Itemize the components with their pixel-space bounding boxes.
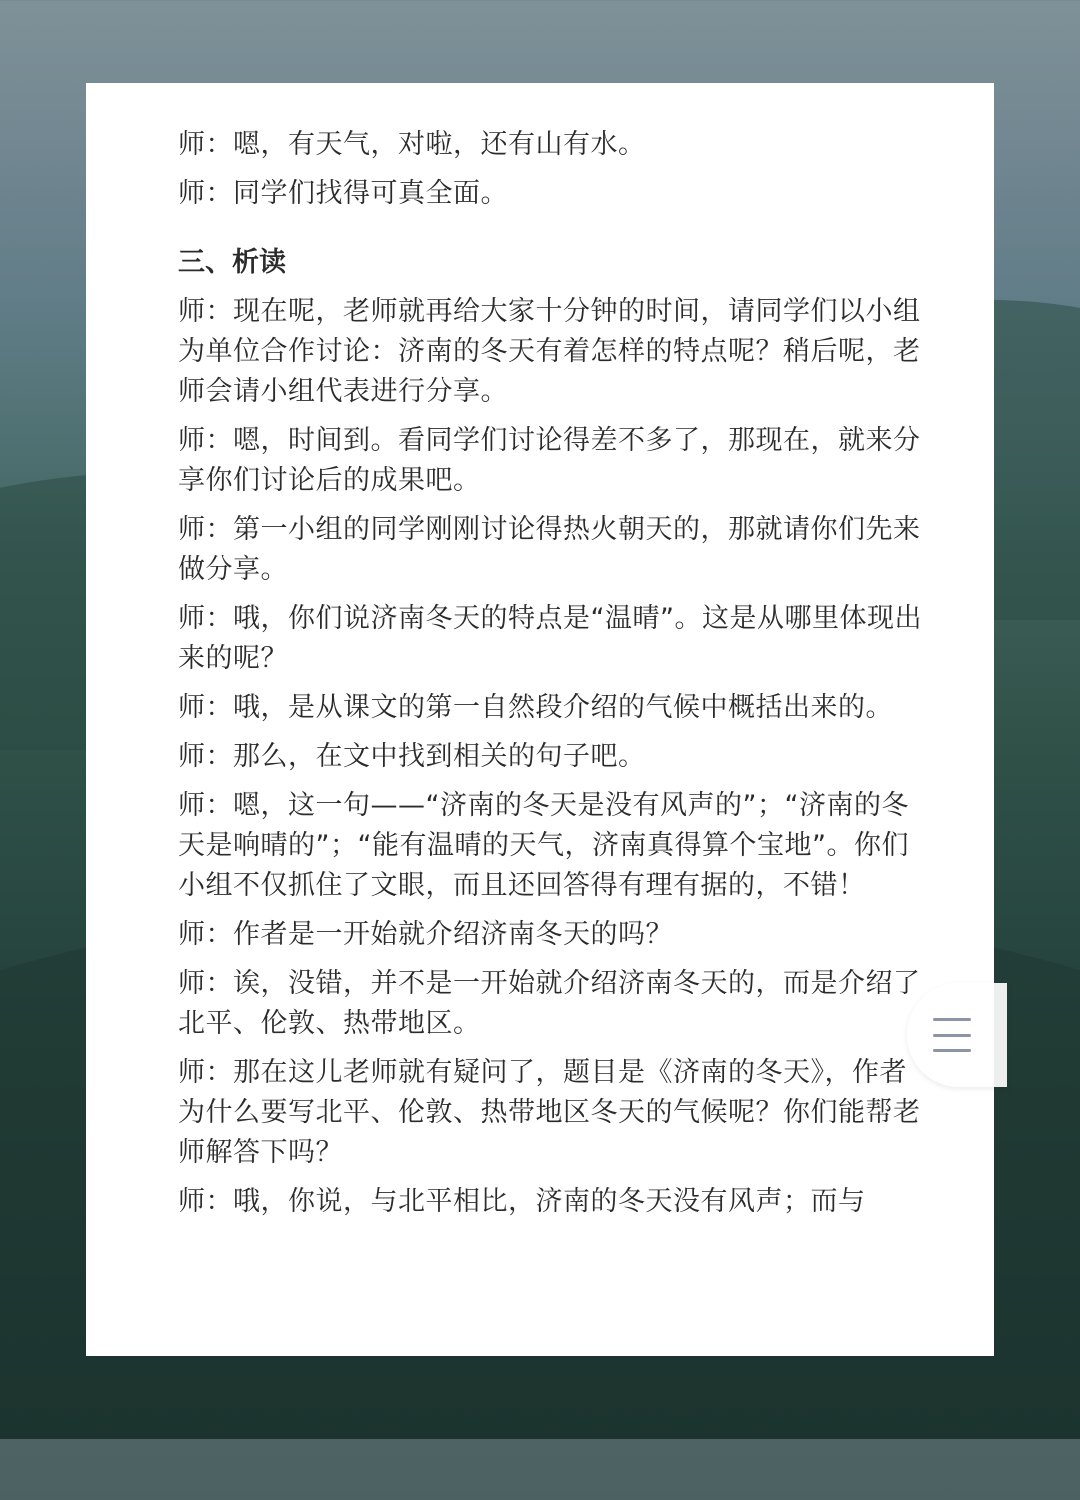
dialogue-paragraph: 师：那么，在文中找到相关的句子吧。 (178, 741, 646, 772)
document-page (86, 83, 994, 1356)
dialogue-paragraph: 师：诶，没错，并不是一开始就介绍济南冬天的，而是介绍了北平、伦敦、热带地区。 (178, 968, 921, 1039)
dialogue-paragraph: 师：哦，你们说济南冬天的特点是“温晴”。这是从哪里体现出来的呢？ (178, 603, 922, 674)
dialogue-paragraph: 师：嗯，时间到。看同学们讨论得差不多了，那现在，就来分享你们讨论后的成果吧。 (178, 425, 921, 496)
hamburger-menu-icon (933, 1018, 971, 1052)
dialogue-paragraph: 师：嗯，有天气，对啦，还有山有水。 (178, 129, 646, 160)
dialogue-paragraph: 师：哦，你说，与北平相比，济南的冬天没有风声；而与 (178, 1186, 866, 1217)
dialogue-paragraph: 师：哦，是从课文的第一自然段介绍的气候中概括出来的。 (178, 692, 893, 723)
dialogue-paragraph: 师：那在这儿老师就有疑问了，题目是《济南的冬天》，作者为什么要写北平、伦敦、热带地区冬天的气候呢？你们能帮老师解答下吗？ (178, 1057, 921, 1168)
dialogue-paragraph: 师：作者是一开始就介绍济南冬天的吗？ (178, 919, 673, 950)
dialogue-paragraph: 师：同学们找得可真全面。 (178, 178, 508, 209)
floating-menu-button[interactable] (907, 983, 1007, 1087)
dialogue-paragraph: 师：第一小组的同学刚刚讨论得热火朝天的，那就请你们先来做分享。 (178, 514, 921, 585)
section-heading: 三、析读 (178, 247, 286, 278)
dialogue-paragraph: 师：嗯，这一句——“济南的冬天是没有风声的”；“济南的冬天是响晴的”；“能有温晴的天气，济南真得算个宝地”。你们小组不仅抓住了文眼，而且还回答得有理有据的，不错！ (178, 790, 909, 901)
dialogue-paragraph: 师：现在呢，老师就再给大家十分钟的时间，请同学们以小组为单位合作讨论：济南的冬天有着怎样的特点呢？稍后呢，老师会请小组代表进行分享。 (178, 296, 921, 407)
